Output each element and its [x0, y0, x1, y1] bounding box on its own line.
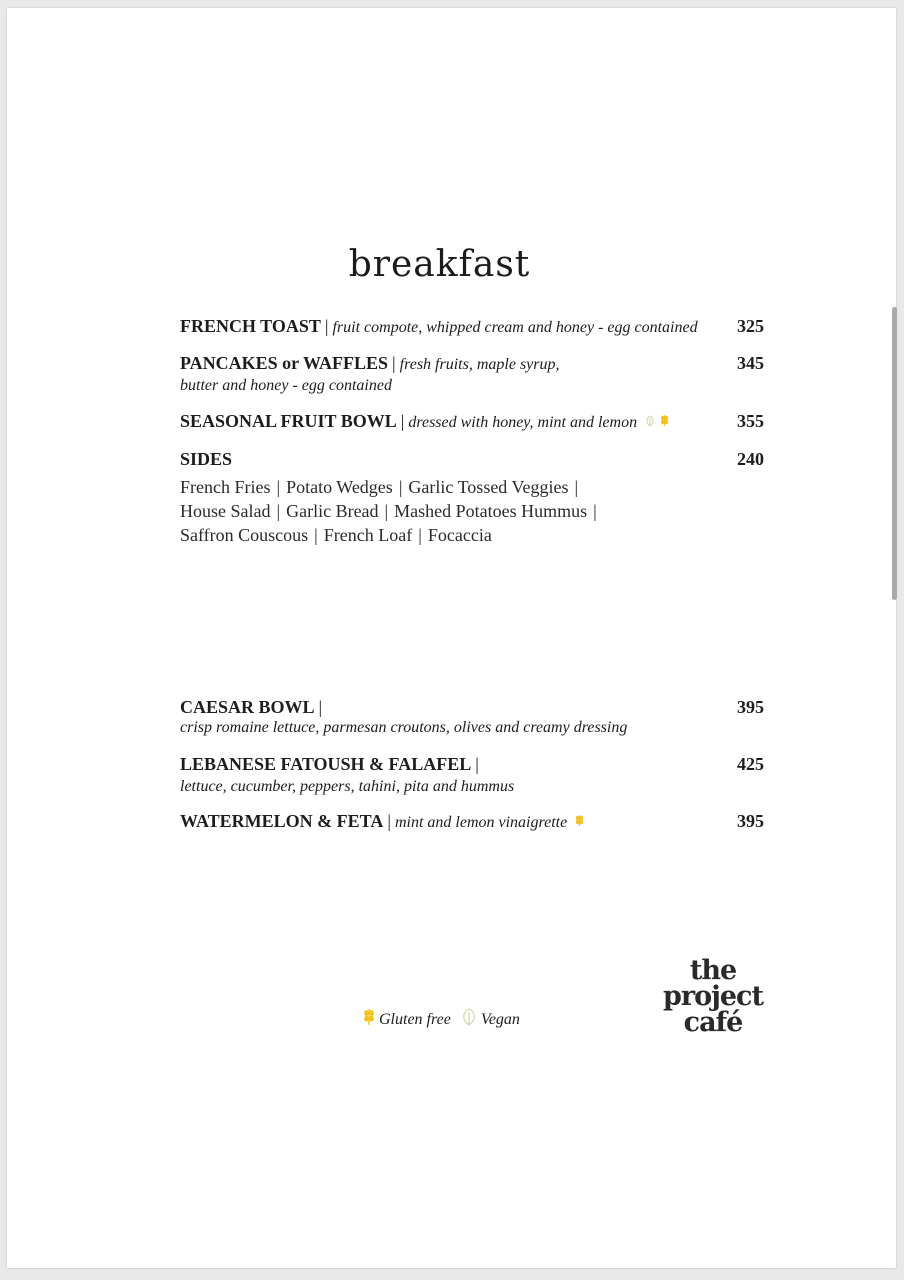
- wheat-icon: [363, 1008, 375, 1031]
- item-name: CAESAR BOWL: [180, 697, 315, 717]
- logo-line: the: [689, 955, 737, 986]
- item-name: FRENCH TOAST: [180, 316, 321, 336]
- item-price: 425: [737, 754, 764, 774]
- wheat-icon: [575, 814, 584, 832]
- side-item: Mashed Potatoes Hummus: [394, 501, 588, 521]
- side-item: Saffron Couscous: [180, 525, 309, 545]
- item-separator: |: [475, 754, 479, 774]
- menu-item-pancakes: [180, 353, 764, 395]
- item-separator: |: [400, 411, 405, 431]
- item-description: lettuce, cucumber, peppers, tahini, pita and hummus: [180, 778, 515, 795]
- menu-item-sides: [180, 449, 764, 470]
- item-price: 240: [737, 449, 764, 469]
- sides-line: French Fries | Potato Wedges | Garlic Tossed Veggies |: [180, 477, 579, 497]
- item-name: SEASONAL FRUIT BOWL: [180, 411, 397, 431]
- side-item: Garlic Tossed Veggies: [408, 477, 569, 497]
- logo-line: project: [663, 981, 763, 1012]
- side-item: French Fries: [180, 477, 271, 497]
- legend-vegan: Vegan: [480, 1010, 520, 1028]
- item-description: fresh fruits, maple syrup,: [399, 356, 560, 373]
- item-price: 395: [737, 697, 764, 717]
- item-description-line2: butter and honey - egg contained: [180, 377, 392, 394]
- dietary-legend: [363, 1008, 530, 1031]
- item-description: mint and lemon vinaigrette: [394, 814, 568, 831]
- menu-item-watermelon-feta: [180, 811, 764, 832]
- vertical-scrollbar[interactable]: [892, 307, 897, 600]
- item-price: 345: [737, 353, 764, 373]
- page-title: breakfast: [348, 244, 531, 285]
- side-item: Potato Wedges: [286, 477, 393, 497]
- menu-item-seasonal-fruit-bowl: [180, 411, 764, 432]
- item-separator: |: [324, 316, 329, 336]
- item-description: fruit compote, whipped cream and honey - egg contained: [332, 319, 698, 336]
- logo-line: café: [683, 1007, 743, 1038]
- menu-item-caesar-bowl: [180, 697, 764, 737]
- item-price: 325: [737, 316, 764, 336]
- item-description: crisp romaine lettuce, parmesan croutons, olives and creamy dressing: [180, 719, 628, 736]
- cafe-logo: [655, 955, 771, 1038]
- leaf-icon: [461, 1008, 477, 1031]
- side-item: Focaccia: [427, 525, 492, 545]
- menu-page: [7, 8, 896, 1268]
- leaf-icon: [645, 414, 655, 432]
- sides-line: Saffron Couscous | French Loaf | Focaccia: [180, 525, 492, 545]
- item-price: 355: [737, 411, 764, 431]
- legend-gluten-free: Gluten free: [379, 1010, 451, 1028]
- wheat-icon: [660, 414, 669, 432]
- item-name: SIDES: [180, 449, 233, 469]
- sides-line: House Salad | Garlic Bread | Mashed Potatoes Hummus |: [180, 501, 597, 521]
- item-separator: |: [387, 811, 391, 831]
- item-price: 395: [737, 811, 764, 831]
- menu-item-french-toast: [180, 316, 764, 337]
- item-name: LEBANESE FATOUSH & FALAFEL: [180, 754, 472, 774]
- side-item: French Loaf: [323, 525, 413, 545]
- item-separator: |: [318, 697, 323, 717]
- item-separator: |: [392, 353, 396, 373]
- menu-item-lebanese-fatoush: [180, 754, 764, 796]
- side-item: Garlic Bread: [286, 501, 379, 521]
- sides-list: [180, 475, 603, 547]
- side-item: House Salad: [180, 501, 271, 521]
- item-name: PANCAKES or WAFFLES: [180, 353, 389, 373]
- item-description: dressed with honey, mint and lemon: [408, 414, 638, 431]
- item-name: WATERMELON & FETA: [180, 811, 384, 831]
